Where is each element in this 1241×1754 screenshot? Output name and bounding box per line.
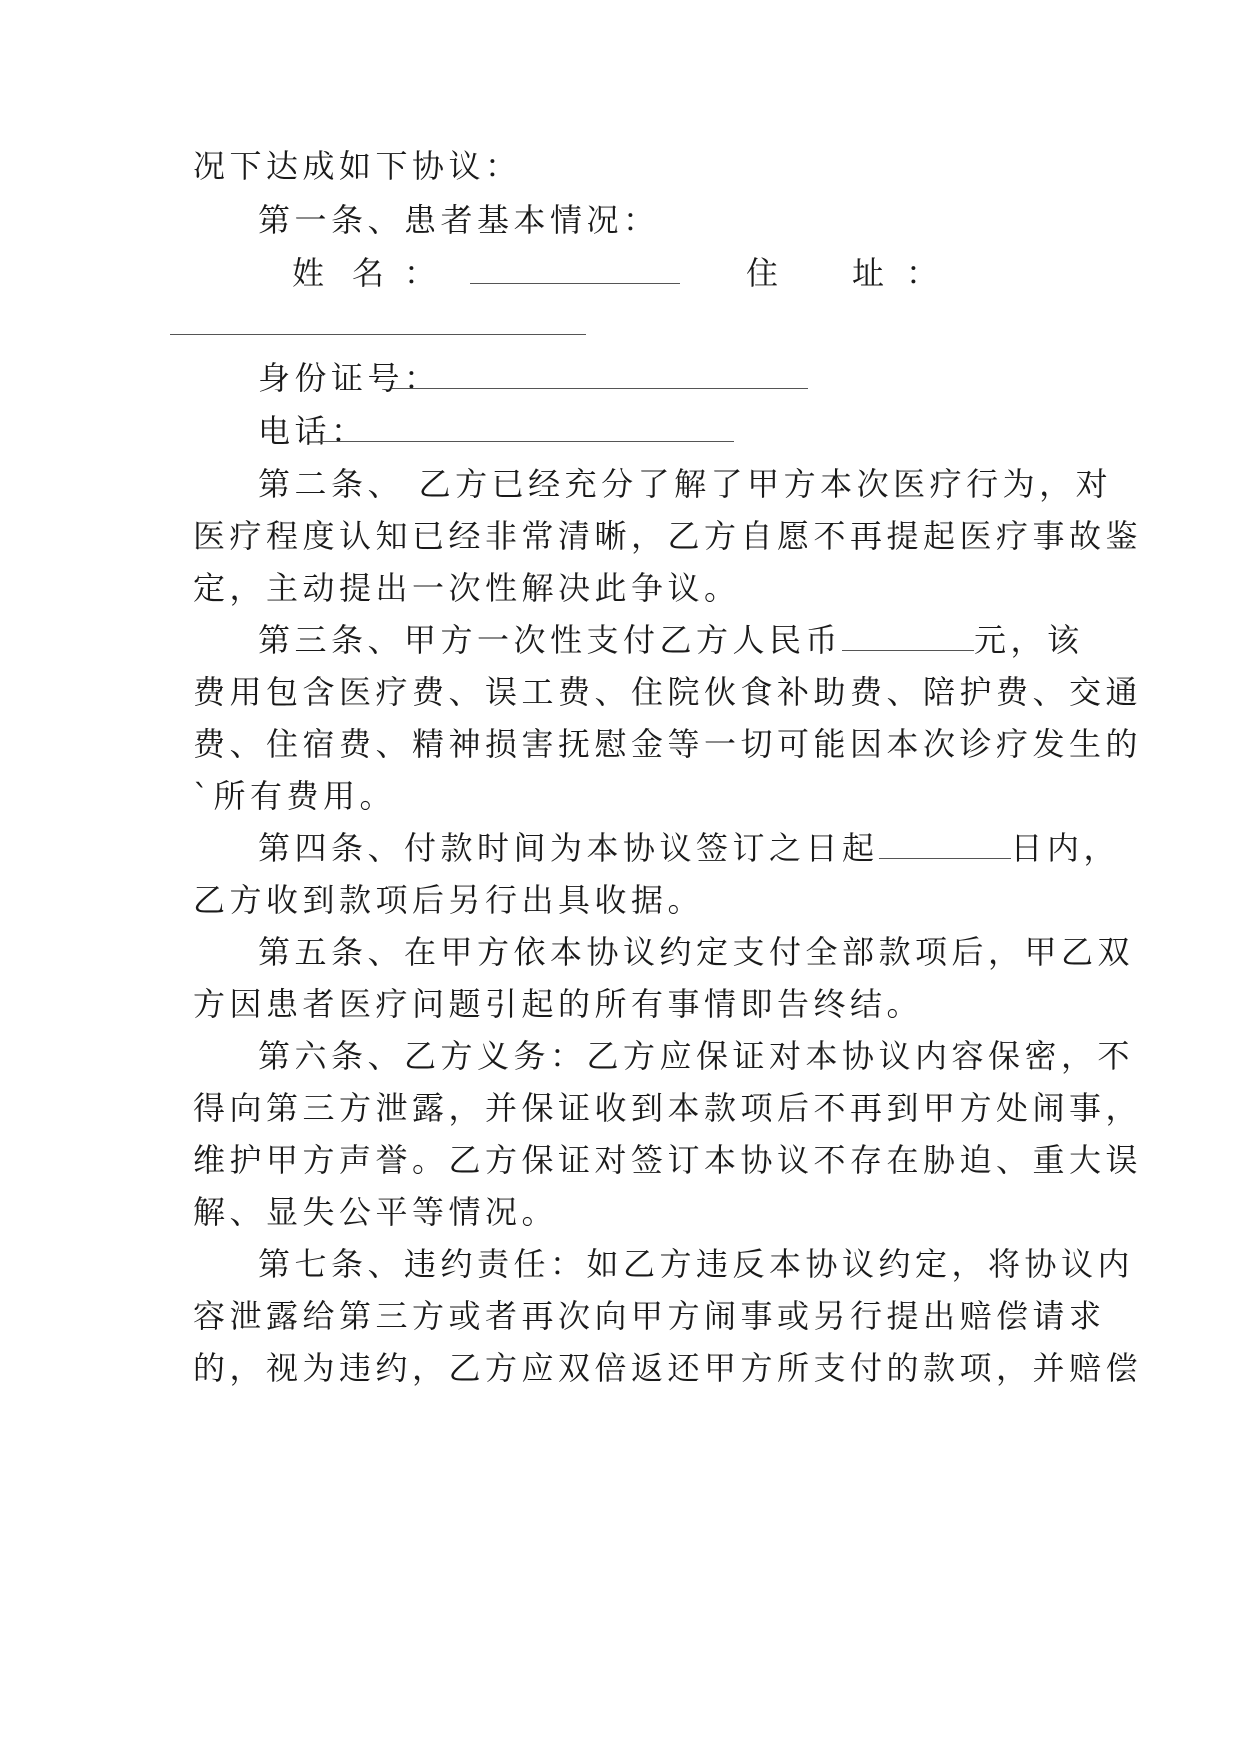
name-label-char-1: 姓: [292, 254, 325, 292]
text-line: 维护甲方声誉。乙方保证对签订本协议不存在胁迫、重大误: [193, 1141, 1143, 1179]
text-line: 的，视为违约，乙方应双倍返还甲方所支付的款项，并赔偿: [193, 1349, 1143, 1387]
phone-blank[interactable]: [318, 411, 734, 442]
article-4-suffix: 日内，: [1010, 829, 1121, 867]
text-line: `所有费用。: [193, 777, 397, 815]
name-blank[interactable]: [470, 253, 680, 284]
text-line: 容泄露给第三方或者再次向甲方闹事或另行提出赔偿请求: [193, 1297, 1106, 1335]
article-3-suffix: 元，该: [974, 621, 1084, 659]
name-colon: ：: [404, 254, 437, 292]
address-label-char-1: 住: [746, 254, 779, 292]
id-number-label: 身份证号：: [258, 359, 441, 397]
text-line: 方因患者医疗问题引起的所有事情即告终结。: [193, 985, 924, 1023]
text-line: 第七条、违约责任：如乙方违反本协议约定，将协议内: [258, 1245, 1135, 1283]
article-4-text: 第四条、付款时间为本协议签订之日起: [258, 829, 879, 867]
text-line: 第六条、乙方义务：乙方应保证对本协议内容保密，不: [258, 1037, 1135, 1075]
address-colon: ：: [906, 254, 939, 292]
article-3-text: 第三条、甲方一次性支付乙方人民币: [258, 621, 843, 659]
text-line: 定，主动提出一次性解决此争议。: [193, 569, 741, 607]
text-line: 乙方收到款项后另行出具收据。: [193, 881, 705, 919]
article-4-row: [258, 828, 1120, 868]
address-blank[interactable]: [170, 304, 586, 335]
id-number-blank[interactable]: [392, 358, 808, 389]
address-label-char-2: 址: [852, 254, 885, 292]
amount-blank[interactable]: [842, 620, 974, 651]
text-line: 费用包含医疗费、误工费、住院伙食补助费、陪护费、交通: [193, 673, 1143, 711]
text-line: 医疗程度认知已经非常清晰，乙方自愿不再提起医疗事故鉴: [193, 517, 1143, 555]
text-line: 费、住宿费、精神损害抚慰金等一切可能因本次诊疗发生的: [193, 725, 1143, 763]
text-line: 况下达成如下协议：: [193, 147, 522, 185]
phone-label: 电话：: [258, 412, 368, 450]
text-line: 得向第三方泄露，并保证收到本款项后不再到甲方处闹事，: [193, 1089, 1143, 1127]
text-line: 第二条、 乙方已经充分了解了甲方本次医疗行为，对: [258, 465, 1113, 503]
name-label-char-2: 名: [352, 254, 385, 292]
article-1-heading: 第一条、患者基本情况：: [258, 201, 660, 239]
days-blank[interactable]: [879, 828, 1011, 859]
article-3-row: [258, 620, 1084, 660]
text-line: 第五条、在甲方依本协议约定支付全部款项后，甲乙双: [258, 933, 1135, 971]
text-line: 解、显失公平等情况。: [193, 1193, 559, 1231]
